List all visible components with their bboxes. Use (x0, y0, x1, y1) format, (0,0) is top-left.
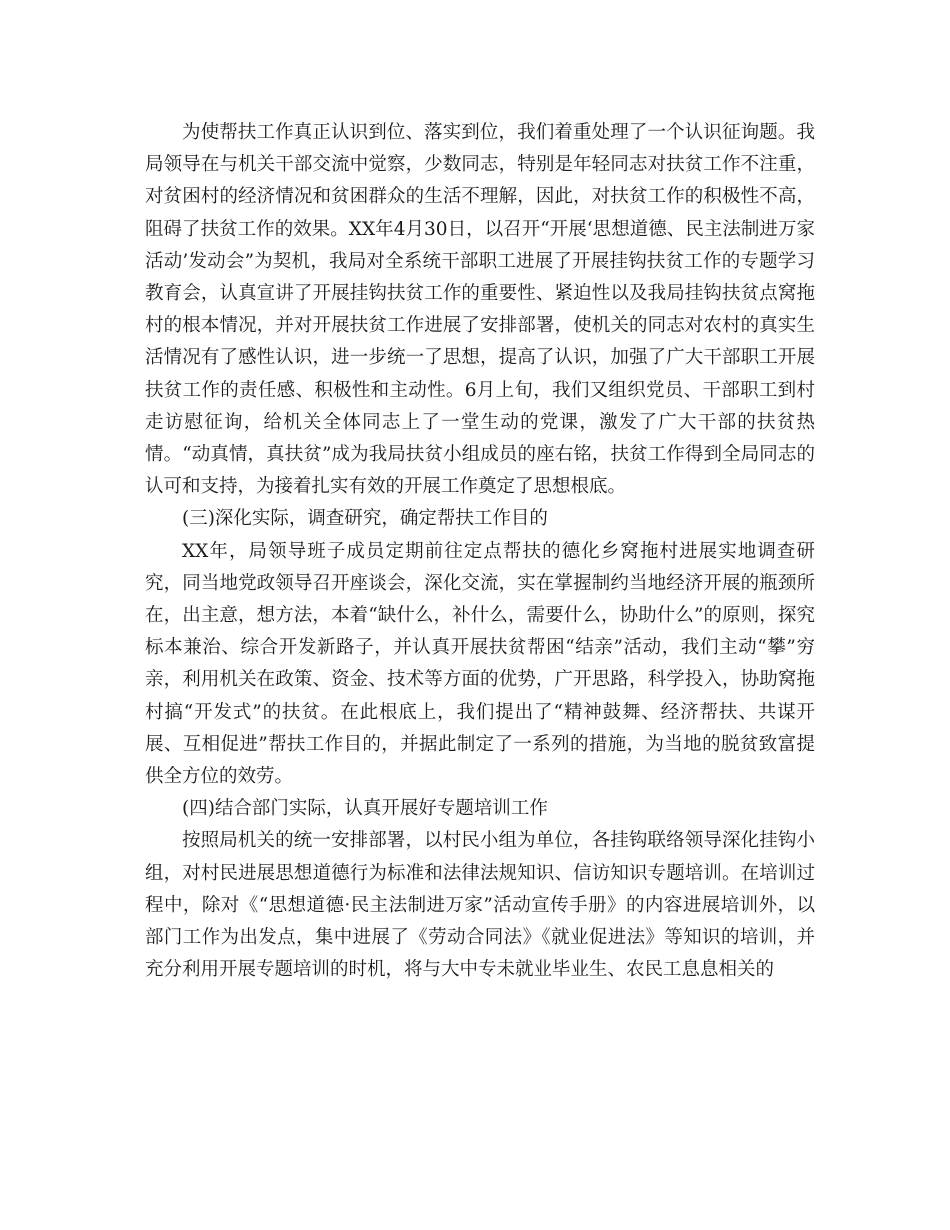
document-body (145, 117, 815, 986)
paragraph-awareness: 为使帮扶工作真正认识到位、落实到位，我们着重处理了一个认识征询题。我局领导在与机关干部交流中觉察，少数同志，特别是年轻同志对扶贫工作不注重，对贫困村的经济情况和贫困群众的生活不理解，因此，对扶贫工作的积极性不高，阻碍了扶贫工作的效果。XX年4月30日，以召开“开展‘思想道德、民主法制进万家活动’发动会”为契机，我局对全系统干部职工进展了开展挂钩扶贫工作的专题学习教育会，认真宣讲了开展挂钩扶贫工作的重要性、紧迫性以及我局挂钩扶贫点窝拖村的根本情况，并对开展扶贫工作进展了安排部署，使机关的同志对农村的真实生活情况有了感性认识，进一步统一了思想，提高了认识，加强了广大干部职工开展扶贫工作的责任感、积极性和主动性。6月上旬，我们又组织党员、干部职工到村走访慰征询，给机关全体同志上了一堂生动的党课，激发了广大干部的扶贫热情。“动真情，真扶贫”成为我局扶贫小组成员的座右铭，扶贫工作得到全局同志的认可和支持，为接着扎实有效的开展工作奠定了思想根底。 (145, 122, 815, 498)
paragraph-training: 按照局机关的统一安排部署，以村民小组为单位，各挂钩联络领导深化挂钩小组，对村民进展思想道德行为标准和法律法规知识、信访知识专题培训。在培训过程中，除对《“思想道德·民主法制进万家”活动宣传手册》的内容进展培训外，以部门工作为出发点，集中进展了《劳动合同法》《就业促进法》等知识的培训，并充分利用开展专题培训的时机，将与大中专未就业毕业生、农民工息息相关的 (145, 830, 815, 981)
paragraph-research: XX年，局领导班子成员定期前往定点帮扶的德化乡窝拖村进展实地调查研究，同当地党政领导召开座谈会，深化交流，实在掌握制约当地经济开展的瓶颈所在，出主意，想方法，本着“缺什么，补什么，需要什么，协助什么”的原则，探究标本兼治、综合开发新路子，并认真开展扶贫帮困“结亲”活动，我们主动“攀”穷亲，利用机关在政策、资金、技术等方面的优势，广开思路，科学投入，协助窝拖村搞“开发式”的扶贫。在此根底上，我们提出了“精神鼓舞、经济帮扶、共谋开展、互相促进”帮扶工作目的，并据此制定了一系列的措施，为当地的脱贫致富提供全方位的效劳。 (145, 540, 815, 788)
section-heading-4: (四)结合部门实际，认真开展好专题培训工作 (182, 798, 548, 820)
section-heading-3: (三)深化实际，调查研究，确定帮扶工作目的 (182, 508, 548, 530)
